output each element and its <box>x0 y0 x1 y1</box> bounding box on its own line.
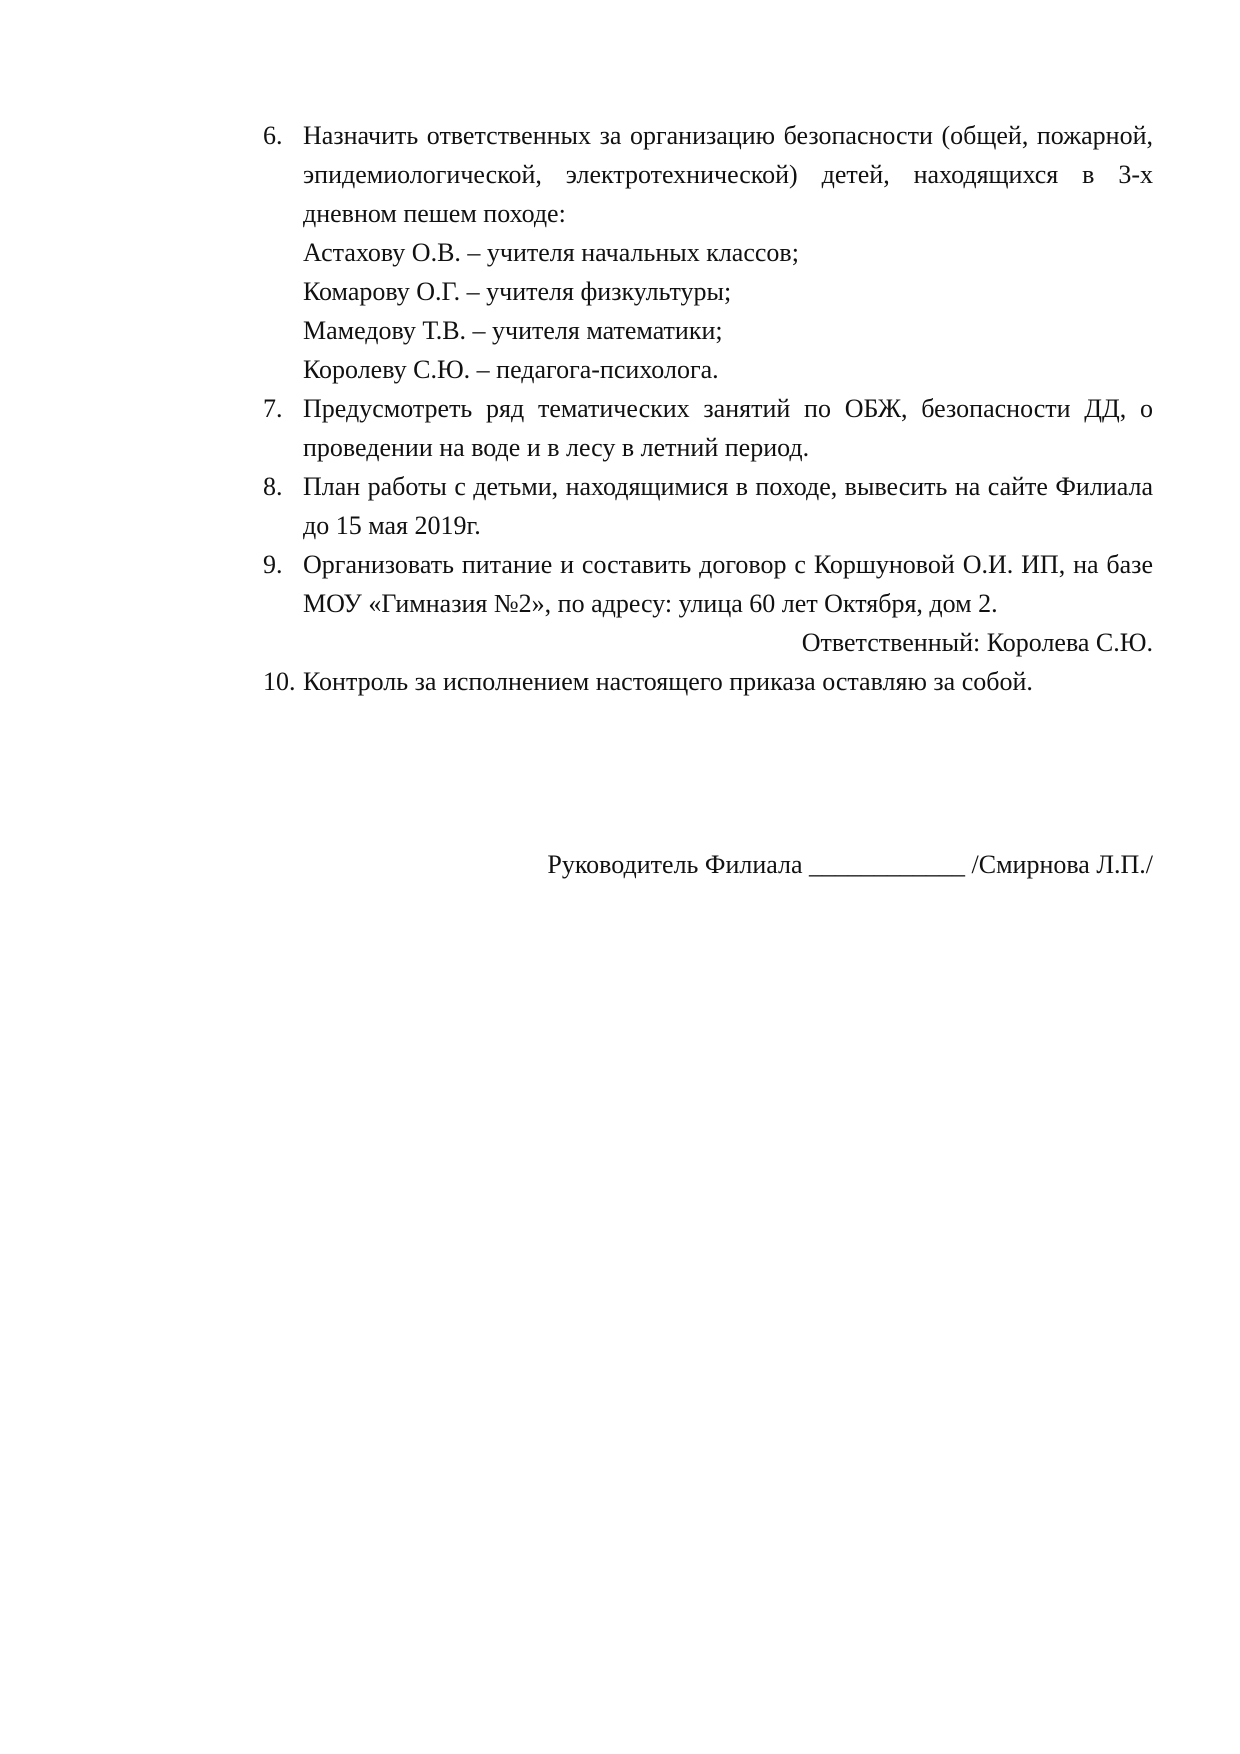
responsible-person-line: Комарову О.Г. – учителя физкультуры; <box>303 277 732 306</box>
responsible-person-line: Королеву С.Ю. – педагога-психолога. <box>303 355 719 384</box>
list-item <box>263 545 1153 662</box>
item-number: 8. <box>263 472 283 501</box>
item-text: Назначить ответственных за организацию безопасности (общей, пожарной, эпидемиологической, электротехнической) детей, находящихся в 3-х дневном пешем походе: <box>303 121 1153 228</box>
item-text: Контроль за исполнением настоящего приказа оставляю за собой. <box>303 667 1033 696</box>
list-item <box>263 467 1153 545</box>
item-body <box>303 116 1153 389</box>
item-text: Предусмотреть ряд тематических занятий по ОБЖ, безопасности ДД, о проведении на воде и в лесу в летний период. <box>303 394 1153 462</box>
list-item <box>263 116 1153 389</box>
responsible-person-line: Астахову О.В. – учителя начальных классов; <box>303 238 799 267</box>
responsible-note: Ответственный: Королева С.Ю. <box>801 628 1153 657</box>
list-item <box>263 662 1153 701</box>
item-number: 9. <box>263 550 283 579</box>
item-number: 6. <box>263 121 283 150</box>
item-number: 10. <box>263 667 296 696</box>
list-item <box>263 389 1153 467</box>
item-body <box>303 545 1153 662</box>
item-text: Организовать питание и составить договор с Коршуновой О.И. ИП, на базе МОУ «Гимназия №2», по адресу: улица 60 лет Октября, дом 2. <box>303 550 1153 618</box>
order-items-list <box>263 116 1153 701</box>
item-body <box>303 389 1153 467</box>
item-body <box>303 662 1153 701</box>
item-number: 7. <box>263 394 283 423</box>
item-text: План работы с детьми, находящимися в походе, вывесить на сайте Филиала до 15 мая 2019г. <box>303 472 1153 540</box>
item-body <box>303 467 1153 545</box>
responsible-person-line: Мамедову Т.В. – учителя математики; <box>303 316 723 345</box>
signature-line: Руководитель Филиала ____________ /Смирнова Л.П./ <box>547 850 1153 879</box>
